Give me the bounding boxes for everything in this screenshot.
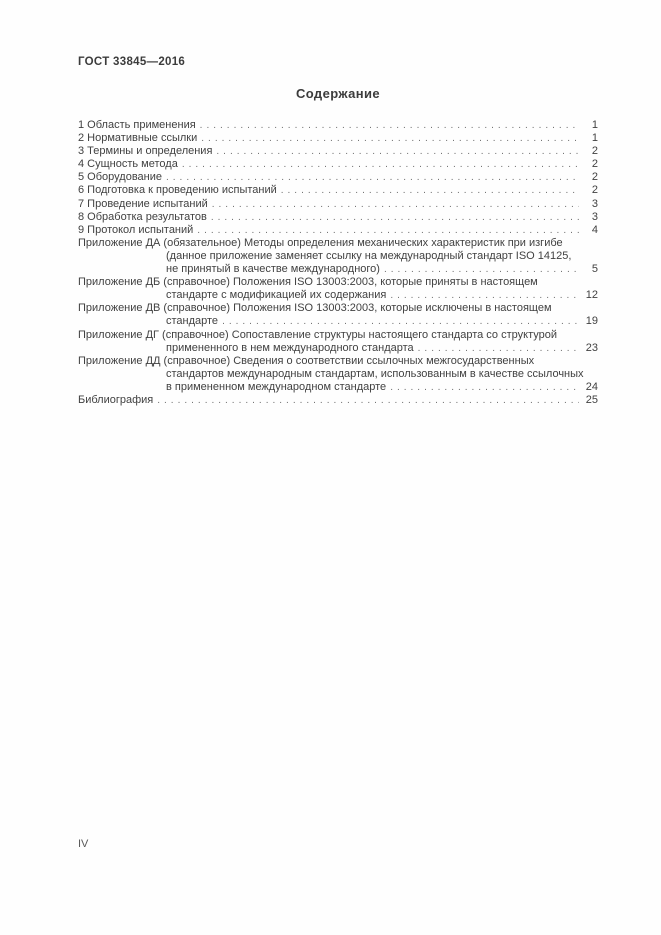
dot-leader: [197, 224, 579, 237]
toc-entry-page: 12: [585, 289, 598, 302]
toc-entry: [78, 198, 598, 211]
toc-entry-line: [78, 368, 598, 381]
toc-entry-appendix-db: [78, 276, 598, 302]
toc-entry-label: Приложение ДГ (справочное) Сопоставление структуры настоящего стандарта со структурой: [78, 328, 557, 341]
toc-entry-line: [78, 329, 598, 342]
toc-entry-page: 2: [591, 145, 598, 158]
page-footer: [78, 838, 88, 850]
dot-leader: [384, 263, 579, 276]
toc-entry: [78, 132, 598, 145]
toc-entry-label: 4 Сущность метода: [78, 158, 178, 171]
toc-entry: [78, 211, 598, 224]
toc-entry-label: 6 Подготовка к проведению испытаний: [78, 184, 277, 197]
toc-entry-line: [78, 315, 598, 328]
toc-entry-page: 2: [591, 158, 598, 171]
toc-entry-page: 2: [591, 171, 598, 184]
dot-leader: [211, 211, 579, 224]
toc-entry-line: [78, 355, 598, 368]
dot-leader: [390, 381, 579, 394]
toc-entry-label: стандарте с модификацией их содержания: [166, 289, 387, 302]
toc-entry-label: не принятый в качестве международного): [166, 263, 380, 276]
toc-entry-label: 2 Нормативные ссылки: [78, 132, 198, 145]
toc-entry-appendix-da: [78, 237, 598, 276]
toc-entry-label: стандартов международным стандартам, использованным в качестве ссылочных: [166, 367, 584, 380]
toc-entry-label: в примененном международном стандарте: [166, 380, 387, 393]
dot-leader: [216, 145, 579, 158]
dot-leader: [281, 184, 579, 197]
toc-entry-label: 9 Протокол испытаний: [78, 223, 194, 236]
toc-entry-label: Приложение ДВ (справочное) Положения ISO 13003:2003, которые исключены в настоящем: [78, 302, 552, 315]
toc-entry-line: [78, 263, 598, 276]
toc-entry-page: 1: [591, 119, 598, 131]
toc-entry-label: примененного в нем международного стандарта: [166, 341, 414, 354]
toc-entry: [78, 145, 598, 158]
dot-leader: [166, 171, 579, 184]
page-title: Содержание: [295, 86, 381, 101]
toc-entry: [78, 171, 598, 184]
toc-entry-line: [78, 250, 598, 263]
toc-entry-page: 3: [591, 210, 598, 223]
toc-entry-appendix-dv: [78, 302, 598, 328]
toc-entry-label: Приложение ДБ (справочное) Положения ISO 13003:2003, которые приняты в настоящем: [78, 276, 538, 289]
toc-entry: [78, 158, 598, 171]
toc-entry-label: стандарте: [166, 315, 219, 328]
toc-entry-label: (данное приложение заменяет ссылку на международный стандарт ISO 14125,: [166, 249, 572, 262]
dot-leader: [182, 158, 579, 171]
dot-leader: [157, 394, 579, 407]
page-number-roman: IV: [78, 838, 89, 850]
toc-entry: [78, 224, 598, 237]
toc-entry-label: 5 Оборудование: [78, 171, 162, 184]
toc-entry-page: 4: [591, 223, 598, 236]
toc-entry-appendix-dd: [78, 355, 598, 394]
toc-entry-line: [78, 381, 598, 394]
toc-entry-page: 25: [585, 393, 598, 406]
document-header: [0, 56, 661, 68]
toc-entry-page: 24: [585, 380, 598, 393]
toc-entry: [78, 184, 598, 197]
toc-entry-page: 19: [585, 315, 598, 328]
toc-entry-line: [78, 302, 598, 315]
dot-leader: [418, 342, 579, 355]
toc-entry-page: 23: [585, 341, 598, 354]
toc-entry-label: Библиография: [78, 393, 154, 406]
toc-entry-appendix-dg: [78, 329, 598, 355]
toc-entry-page: 3: [591, 197, 598, 210]
toc-entry: [78, 119, 598, 132]
toc-entry-label: 1 Область применения: [78, 119, 196, 131]
standard-designation: ГОСТ 33845—2016: [78, 56, 186, 68]
toc-entry-page: 1: [591, 132, 598, 145]
toc-entry-bibliography: [78, 394, 598, 407]
toc-entry-page: 2: [591, 184, 598, 197]
dot-leader: [212, 198, 579, 211]
toc-entry-label: Приложение ДД (справочное) Сведения о соответствии ссылочных межгосударственных: [78, 354, 535, 367]
toc-entry-label: 3 Термины и определения: [78, 145, 213, 158]
dot-leader: [222, 315, 579, 328]
toc-entry-line: [78, 237, 598, 250]
toc-entry-label: 7 Проведение испытаний: [78, 197, 208, 210]
toc-entry-label: Приложение ДА (обязательное) Методы определения механических характеристик при изгибе: [78, 236, 563, 249]
dot-leader: [200, 119, 579, 132]
toc-entry-line: [78, 289, 598, 302]
table-of-contents: [78, 119, 598, 407]
toc-entry-label: 8 Обработка результатов: [78, 210, 207, 223]
dot-leader: [201, 132, 579, 145]
toc-entry-line: [78, 276, 598, 289]
dot-leader: [390, 289, 579, 302]
toc-entry-page: 5: [591, 263, 598, 276]
toc-entry-line: [78, 342, 598, 355]
